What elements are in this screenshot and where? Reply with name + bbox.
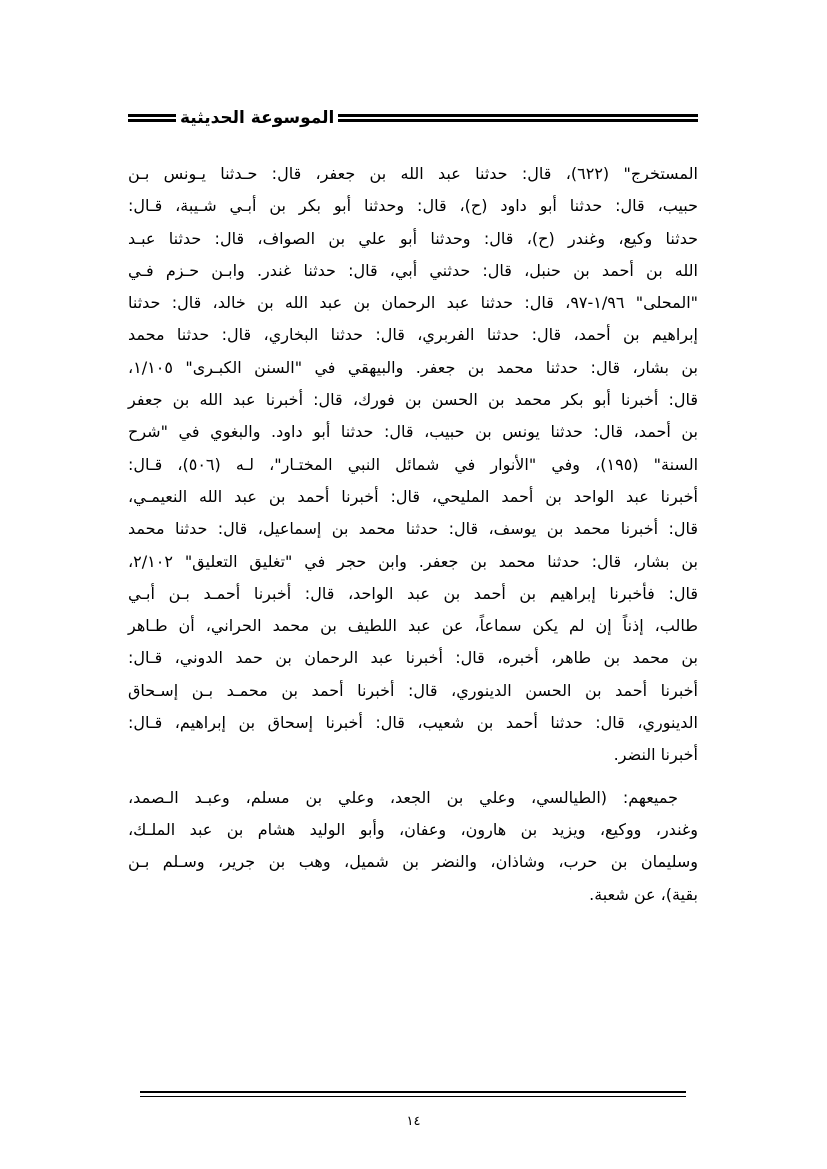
header-rule-left (128, 114, 176, 122)
text-line: حدثنا وكيع، وغندر (ح)، قال: وحدثنا أبو علي بن الصواف، قال: حدثنا عبـد (128, 228, 698, 248)
text-line: قال: فأخبرنا إبراهيم بن أحمد بن عبد الواحد، قال: أخبرنا أحمـد بـن أبـي (128, 583, 698, 603)
footer-rule (140, 1091, 686, 1097)
body-text (128, 158, 698, 911)
header-rule-right (338, 114, 698, 122)
text-line: الدينوري، قال: حدثنا أحمد بن شعيب، قال: أخبرنا إسحاق بن إبراهيم، قـال: (128, 713, 698, 733)
text-line: وسليمان بن حرب، وشاذان، والنضر بن شميل، وهب بن جرير، وسـلم بـن (128, 852, 698, 872)
text-line: بن أحمد، قال: حدثنا يونس بن حبيب، قال: حدثنا أبو داود. والبغوي في "شرح (128, 422, 698, 442)
header-title: الموسوعة الحديثية (180, 108, 335, 128)
text-line: حبيب، قال: حدثنا أبو داود (ح)، قال: وحدثنا أبو بكر بن أبـي شـيبة، قـال: (128, 196, 698, 216)
text-line: وغندر، ووكيع، ويزيد بن هارون، وعفان، وأبو الوليد هشام بن عبد الملـك، (128, 819, 698, 839)
text-line: طالب، إذناً إن لم يكن سماعاً، عن عبد اللطيف بن محمد الحراني، أن طـاهر (128, 616, 698, 636)
text-line: المستخرج" (٦٢٢)، قال: حدثنا عبد الله بن جعفر، قال: حـدثنا يـونس بـن (128, 164, 698, 183)
text-line: أخبرنا عبد الواحد بن أحمد المليحي، قال: أخبرنا أحمد بن عبد الله النعيمـي، (128, 486, 698, 506)
text-line: جميعهم: (الطيالسي، وعلي بن الجعد، وعلي بن مسلم، وعبـد الـصمد، (128, 787, 678, 807)
text-line: بن محمد بن طاهر، أخبره، قال: أخبرنا عبد الرحمان بن حمد الدوني، قـال: (128, 648, 698, 668)
page-number: ١٤ (406, 1114, 421, 1129)
text-line: السنة" (١٩٥)، وفي "الأنوار في شمائل النبي المختـار"، لـه (٥٠٦)، قـال: (128, 454, 699, 474)
paragraph-2 (128, 782, 698, 911)
text-line: "المحلى" ١/٩٦-٩٧، قال: حدثنا عبد الرحمان بن عبد الله بن خالد، قال: حدثنا (128, 293, 698, 313)
text-line: بن بشار، قال: حدثنا محمد بن جعفر. وابن حجر في "تغليق التعليق" ٢/١٠٢، (128, 551, 698, 571)
text-line: قال: أخبرنا أبو بكر محمد بن الحسن بن فورك، قال: أخبرنا عبد الله بن جعفر (128, 390, 698, 410)
text-line: إبراهيم بن أحمد، قال: حدثنا الفربري، قال: حدثنا البخاري، قال: حدثنا محمد (128, 325, 698, 345)
text-line: أخبرنا أحمد بن الحسن الدينوري، قال: أخبرنا أحمد بن محمـد بـن إسـحاق (128, 680, 698, 700)
text-line: بقية)، عن شعبة. (589, 884, 698, 904)
text-line: الله بن أحمد بن حنبل، قال: حدثني أبي، قال: حدثنا غندر. وابـن حـزم فـي (128, 260, 698, 280)
text-line: أخبرنا النضر. (613, 745, 698, 765)
text-line: قال: أخبرنا محمد بن يوسف، قال: حدثنا محمد بن إسماعيل، قال: حدثنا محمد (128, 519, 698, 539)
text-line: بن بشار، قال: حدثنا محمد بن جعفر. والبيهقي في "السنن الكبـرى" ١/١٠٥، (128, 357, 698, 377)
paragraph-1 (128, 158, 698, 772)
running-header (128, 103, 698, 133)
